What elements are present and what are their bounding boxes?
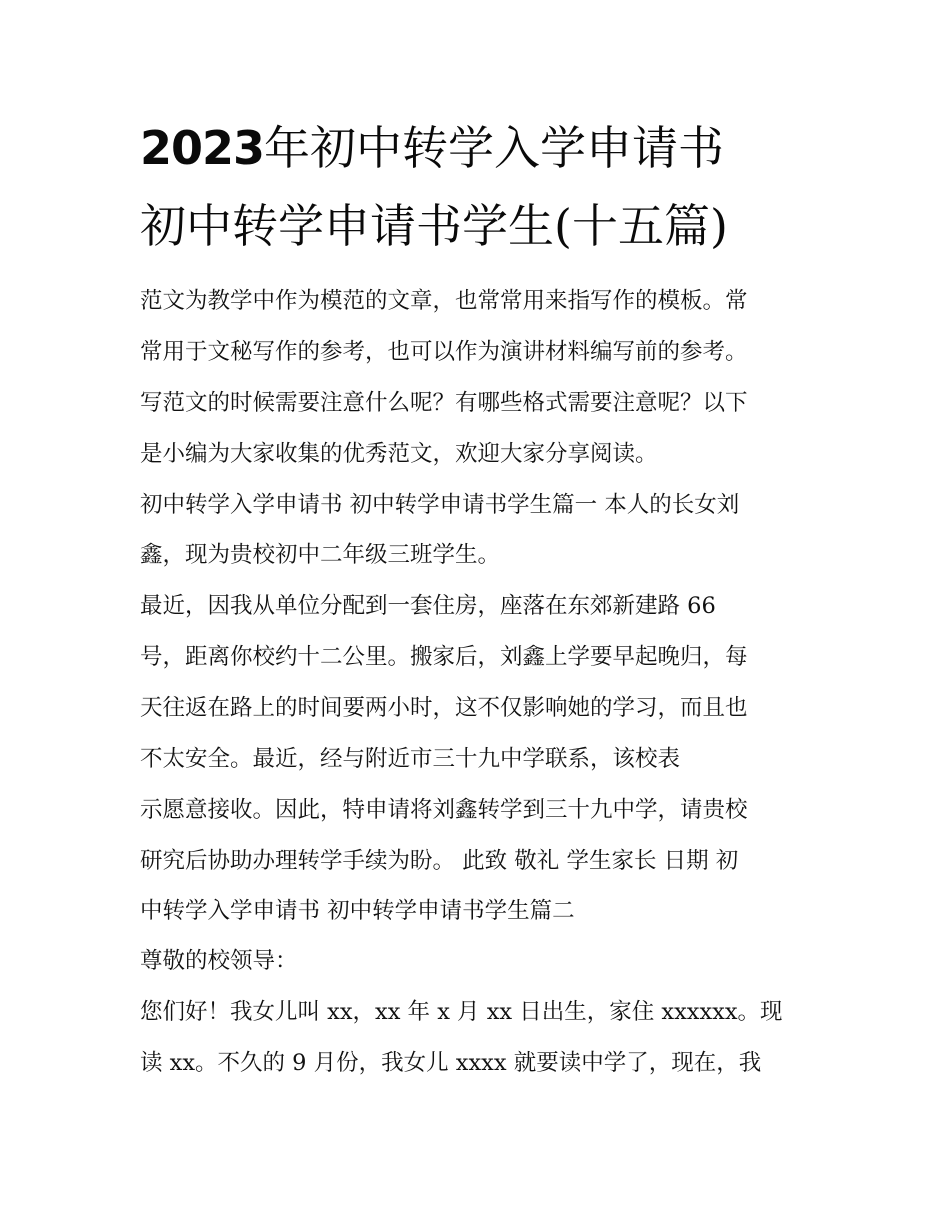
body-line: 示愿意接收。因此，特申请将刘鑫转学到三十九中学，请贵校 [140, 797, 748, 823]
body-line: 常用于文秘写作的参考，也可以作为演讲材料编写前的参考。 [140, 339, 748, 365]
body-line: 是小编为大家收集的优秀范文，欢迎大家分享阅读。 [140, 441, 658, 467]
document-title-line-1 [140, 118, 724, 178]
body-line: 不太安全。最近，经与附近市三十九中学联系，该校表 [140, 746, 681, 772]
body-line: 天往返在路上的时间要两小时，这不仅影响她的学习，而且也 [140, 695, 748, 721]
body-line: 鑫，现为贵校初中二年级三班学生。 [140, 542, 501, 568]
body-line: 研究后协助办理转学手续为盼。 此致 敬礼 学生家长 日期 初 [140, 848, 739, 874]
body-line: 初中转学入学申请书 初中转学申请书学生篇一 本人的长女刘 [140, 492, 740, 518]
body-line: 尊敬的校领导： [140, 948, 298, 974]
document-title-line-2: 初中转学申请书学生(十五篇) [140, 199, 728, 253]
title-year: 2023 [140, 121, 265, 175]
body-line: 写范文的时候需要注意什么呢？有哪些格式需要注意呢？以下 [140, 390, 748, 416]
body-line: 您们好！我女儿叫 xx，xx 年 x 月 xx 日出生，家住 xxxxxx。现 [140, 999, 783, 1025]
body-line: 号，距离你校约十二公里。搬家后，刘鑫上学要早起晚归，每 [140, 644, 748, 670]
body-line: 中转学入学申请书 初中转学申请书学生篇二 [140, 898, 575, 924]
body-line: 范文为教学中作为模范的文章，也常常用来指写作的模板。常 [140, 288, 748, 314]
title-line-1-text: 年初中转学入学申请书 [264, 121, 725, 175]
body-line: 最近，因我从单位分配到一套住房，座落在东郊新建路 66 [140, 593, 716, 619]
body-line: 读 xx。不久的 9 月份，我女儿 xxxx 就要读中学了，现在，我 [140, 1050, 762, 1076]
